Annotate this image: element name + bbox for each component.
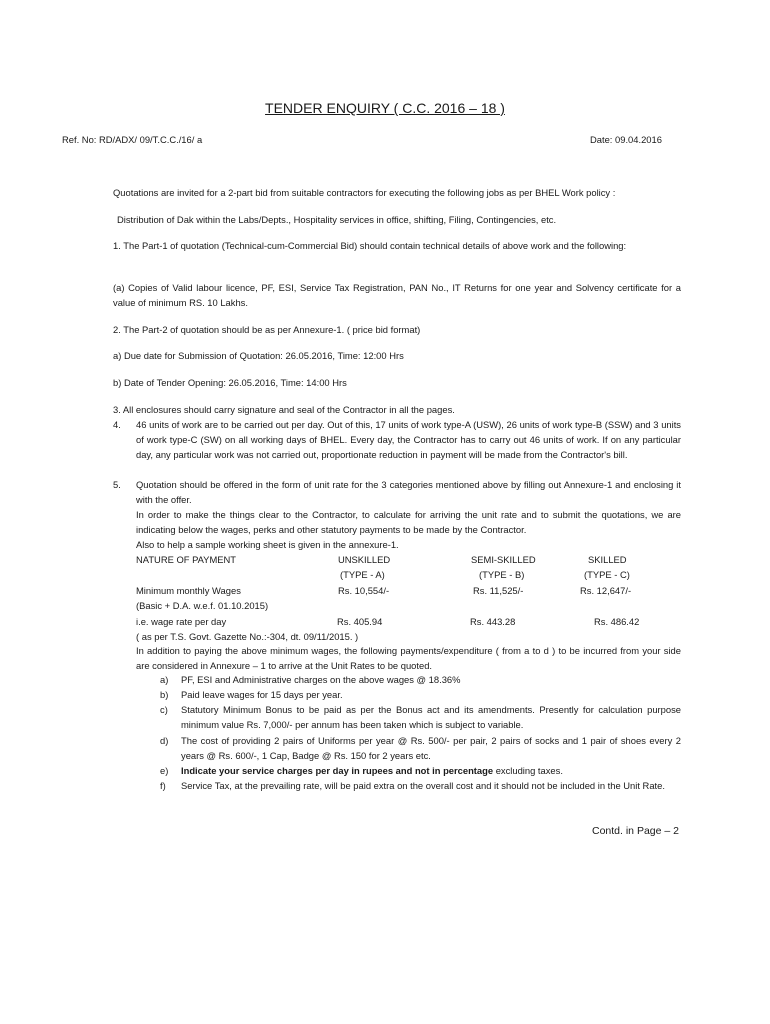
- opening-date-line: b) Date of Tender Opening: 26.05.2016, Time: 14:00 Hrs: [113, 377, 347, 388]
- intro-paragraph: Quotations are invited for a 2-part bid from suitable contractors for executing the following jobs as per BHEL Work policy :: [113, 187, 616, 198]
- wage-table-type-b: (TYPE - B): [479, 569, 525, 580]
- wage-table-header-unskilled: UNSKILLED: [338, 554, 391, 565]
- wage-table-header-semiskilled: SEMI-SKILLED: [471, 554, 536, 565]
- wage-table-minimum-semiskilled: Rs. 11,525/-: [473, 585, 524, 596]
- wage-table-minimum-label: Minimum monthly Wages: [136, 585, 241, 596]
- due-date-line: a) Due date for Submission of Quotation: 26.05.2016, Time: 12:00 Hrs: [113, 350, 404, 361]
- job-description: Distribution of Dak within the Labs/Depts., Hospitality services in office, shifting, Filing, Contingencies, etc.: [117, 214, 557, 225]
- wage-table-minimum-unskilled: Rs. 10,554/-: [338, 585, 390, 596]
- part1-paragraph: 1. The Part-1 of quotation (Technical-cum-Commercial Bid) should contain technical details of above work and the following:: [113, 240, 627, 251]
- subitem-f: Service Tax, at the prevailing rate, will be paid extra on the overall cost and it should not be included in the Unit Rate.: [181, 780, 665, 791]
- item-5-sample-note: Also to help a sample working sheet is given in the annexure-1.: [136, 539, 399, 550]
- subitem-e: [181, 763, 563, 778]
- subitem-d: The cost of providing 2 pairs of Uniforms per year @ Rs. 500/- per pair, 2 pairs of socks and 1 pair of shoes every 2 years @ Rs. 600/-, 1 Cap, Badge @ Rs. 150 for 2 years etc.: [181, 735, 681, 761]
- subitem-b: Paid leave wages for 15 days per year.: [181, 689, 343, 700]
- item-3: 3. All enclosures should carry signature and seal of the Contractor in all the pages.: [113, 404, 455, 415]
- part2-paragraph: 2. The Part-2 of quotation should be as per Annexure-1. ( price bid format): [113, 324, 421, 335]
- wage-table-gazette-note: ( as per T.S. Govt. Gazette No.:-304, dt. 09/11/2015. ): [136, 631, 359, 642]
- wage-table-type-a: (TYPE - A): [340, 569, 385, 580]
- subitem-b-label: b): [160, 689, 169, 700]
- addition-paragraph: In addition to paying the above minimum wages, the following payments/expenditure ( from a to d ) to be incurred from your side are considered in Annexure – 1 to arrive at the Unit Rates to be quoted.: [136, 645, 681, 671]
- subitem-c: Statutory Minimum Bonus to be paid as per the Bonus act and its amendments. Presently for calculation purpose minimum value Rs. 7,000/- per annum has been taken which is subject to variable.: [181, 704, 681, 730]
- wage-table-basis: (Basic + D.A. w.e.f. 01.10.2015): [136, 600, 269, 611]
- wage-table-daily-skilled: Rs. 486.42: [594, 616, 640, 627]
- wage-table-type-c: (TYPE - C): [584, 569, 630, 580]
- subitem-e-rest: excluding taxes.: [493, 765, 563, 776]
- item-5-number: 5.: [113, 479, 121, 490]
- wage-table-daily-label: i.e. wage rate per day: [136, 616, 227, 627]
- subitem-a-label: a): [160, 674, 169, 685]
- subitem-e-label: e): [160, 765, 169, 776]
- item-4-number: 4.: [113, 419, 121, 430]
- wage-table-daily-semiskilled: Rs. 443.28: [470, 616, 516, 627]
- part1-documents: (a) Copies of Valid labour licence, PF, ESI, Service Tax Registration, PAN No., IT Returns for one year and Solvency certificate for a value of minimum RS. 10 Lakhs.: [113, 282, 681, 308]
- item-5-explanation: In order to make the things clear to the Contractor, to calculate for arriving the unit rate and to submit the quotations, we are indicating below the wages, perks and other statutory payments to be made by the Contractor.: [136, 509, 681, 535]
- subitem-e-emphasis: Indicate your service charges per day in rupees and not in percentage: [181, 765, 494, 776]
- reference-number: Ref. No: RD/ADX/ 09/T.C.C./16/ a: [62, 134, 203, 145]
- subitem-d-label: d): [160, 735, 169, 746]
- continued-note: Contd. in Page – 2: [592, 825, 679, 837]
- wage-table-minimum-skilled: Rs. 12,647/-: [580, 585, 632, 596]
- document-date: Date: 09.04.2016: [590, 134, 662, 145]
- subitem-c-label: c): [160, 704, 168, 715]
- item-5: Quotation should be offered in the form of unit rate for the 3 categories mentioned above by filling out Annexure-1 and enclosing it with the offer.: [136, 479, 681, 505]
- wage-table-header-nature: NATURE OF PAYMENT: [136, 554, 236, 565]
- wage-table-daily-unskilled: Rs. 405.94: [337, 616, 383, 627]
- subitem-f-label: f): [160, 780, 166, 791]
- wage-table-header-skilled: SKILLED: [588, 554, 627, 565]
- subitem-a: PF, ESI and Administrative charges on the above wages @ 18.36%: [181, 674, 461, 685]
- document-title: TENDER ENQUIRY ( C.C. 2016 – 18 ): [265, 100, 505, 116]
- item-4: 46 units of work are to be carried out per day. Out of this, 17 units of work type-A (USW), 26 units of work type-B (SSW) and 3 units of work type-C (SW) on all working days of BHEL. Every day, the Contractor has to carry out 46 units of work. If on any particular day, any particular work was not carried out, proportionate reduction in payment will be made from the Contractor's bill.: [136, 419, 681, 460]
